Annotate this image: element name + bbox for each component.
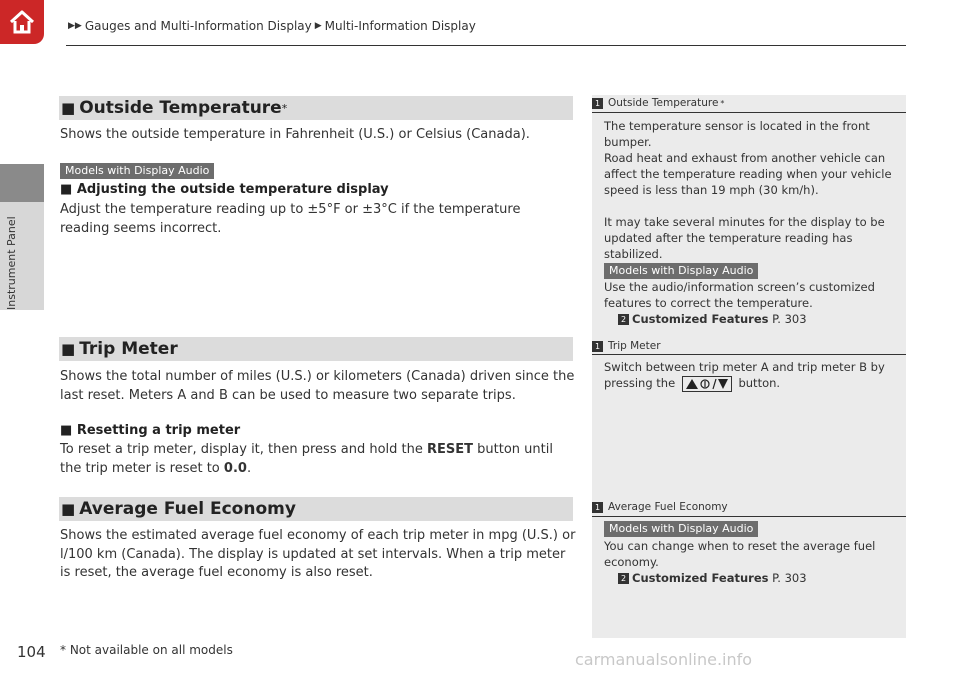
note-body: It may take several minutes for the display to be updated after the temperature reading has stabilized. <box>604 215 885 261</box>
model-badge: Models with Display Audio <box>60 163 214 179</box>
zero-value: 0.0 <box>223 460 247 476</box>
reference-arrow-icon: 2 <box>618 314 629 325</box>
section-title: Average Fuel Economy <box>79 499 296 519</box>
note-body: The temperature sensor is located in the front bumper. <box>604 119 870 149</box>
breadcrumb-item[interactable]: Multi-Information Display <box>324 19 476 33</box>
model-badge: Models with Display Audio <box>604 263 758 279</box>
note-body: Use the audio/information screen’s customized features to correct the temperature. <box>604 280 875 310</box>
note-divider <box>592 112 906 113</box>
note-title: 1 Trip Meter <box>592 340 661 352</box>
home-icon <box>8 9 36 35</box>
cross-reference-link[interactable]: 2 Customized Features P. 303 <box>618 570 807 586</box>
selector-button-icon <box>682 376 732 392</box>
breadcrumb <box>68 19 476 33</box>
note-icon: 1 <box>592 98 603 109</box>
section-body: Shows the estimated average fuel economy of each trip meter in mpg (U.S.) or l/100 km (Canada). The display is updated at set intervals. When a trip meter is reset, the average fuel economy is also reset. <box>60 528 576 580</box>
section-header-average-fuel-economy <box>59 497 573 521</box>
home-button[interactable] <box>0 0 44 44</box>
note-divider <box>592 516 906 517</box>
subsection-body: Adjust the temperature reading up to ±5°F or ±3°C if the temperature reading seems incorrect. <box>60 202 521 236</box>
model-badge: Models with Display Audio <box>604 521 758 537</box>
note-title: 1 Outside Temperature * <box>592 97 724 109</box>
note-body: Road heat and exhaust from another vehicle can affect the temperature reading when your vehicle speed is less than 19 mph (30 km/h). <box>604 151 892 197</box>
section-header-outside-temperature <box>59 96 573 120</box>
square-bullet-icon: ■ <box>61 99 76 117</box>
subsection-body: To reset a trip meter, display it, then press and hold the RESET button until the trip meter is reset to 0.0. <box>60 442 553 476</box>
section-body: Shows the outside temperature in Fahrenheit (U.S.) or Celsius (Canada). <box>60 127 530 142</box>
reset-term: RESET <box>426 442 473 457</box>
header-divider <box>66 45 906 46</box>
cross-reference-link[interactable]: 2 Customized Features P. 303 <box>618 311 807 327</box>
square-bullet-icon: ■ <box>60 423 77 438</box>
square-bullet-icon: ■ <box>61 500 76 518</box>
square-bullet-icon: ■ <box>61 340 76 358</box>
note-title: 1 Average Fuel Economy <box>592 501 728 513</box>
page-number: 104 <box>17 643 46 661</box>
section-header-trip-meter <box>59 337 573 361</box>
section-title: Outside Temperature <box>79 98 282 118</box>
reference-arrow-icon: 2 <box>618 573 629 584</box>
subsection-header: ■ Adjusting the outside temperature display <box>60 182 389 197</box>
note-icon: 1 <box>592 341 603 352</box>
up-down-arrows-icon <box>685 378 729 390</box>
breadcrumb-arrow-icon: ▶▶ <box>68 21 82 31</box>
side-tab-marker <box>0 164 44 202</box>
subsection-header: ■ Resetting a trip meter <box>60 423 241 438</box>
note-body: You can change when to reset the average fuel economy. <box>604 539 876 569</box>
breadcrumb-arrow-icon: ▶ <box>314 21 322 31</box>
breadcrumb-item[interactable]: Gauges and Multi-Information Display <box>84 19 312 33</box>
footnote: * Not available on all models <box>60 643 233 657</box>
section-title: Trip Meter <box>79 339 178 359</box>
watermark: carmanualsonline.info <box>575 650 753 669</box>
section-body: Shows the total number of miles (U.S.) or kilometers (Canada) driven since the last reset. Meters A and B can be used to measure two separate trips. <box>60 369 575 403</box>
note-divider <box>592 354 906 355</box>
asterisk: * <box>281 101 288 115</box>
square-bullet-icon: ■ <box>60 182 77 197</box>
note-body: Switch between trip meter A and trip meter B by pressing the button. <box>604 360 885 390</box>
note-icon: 1 <box>592 502 603 513</box>
